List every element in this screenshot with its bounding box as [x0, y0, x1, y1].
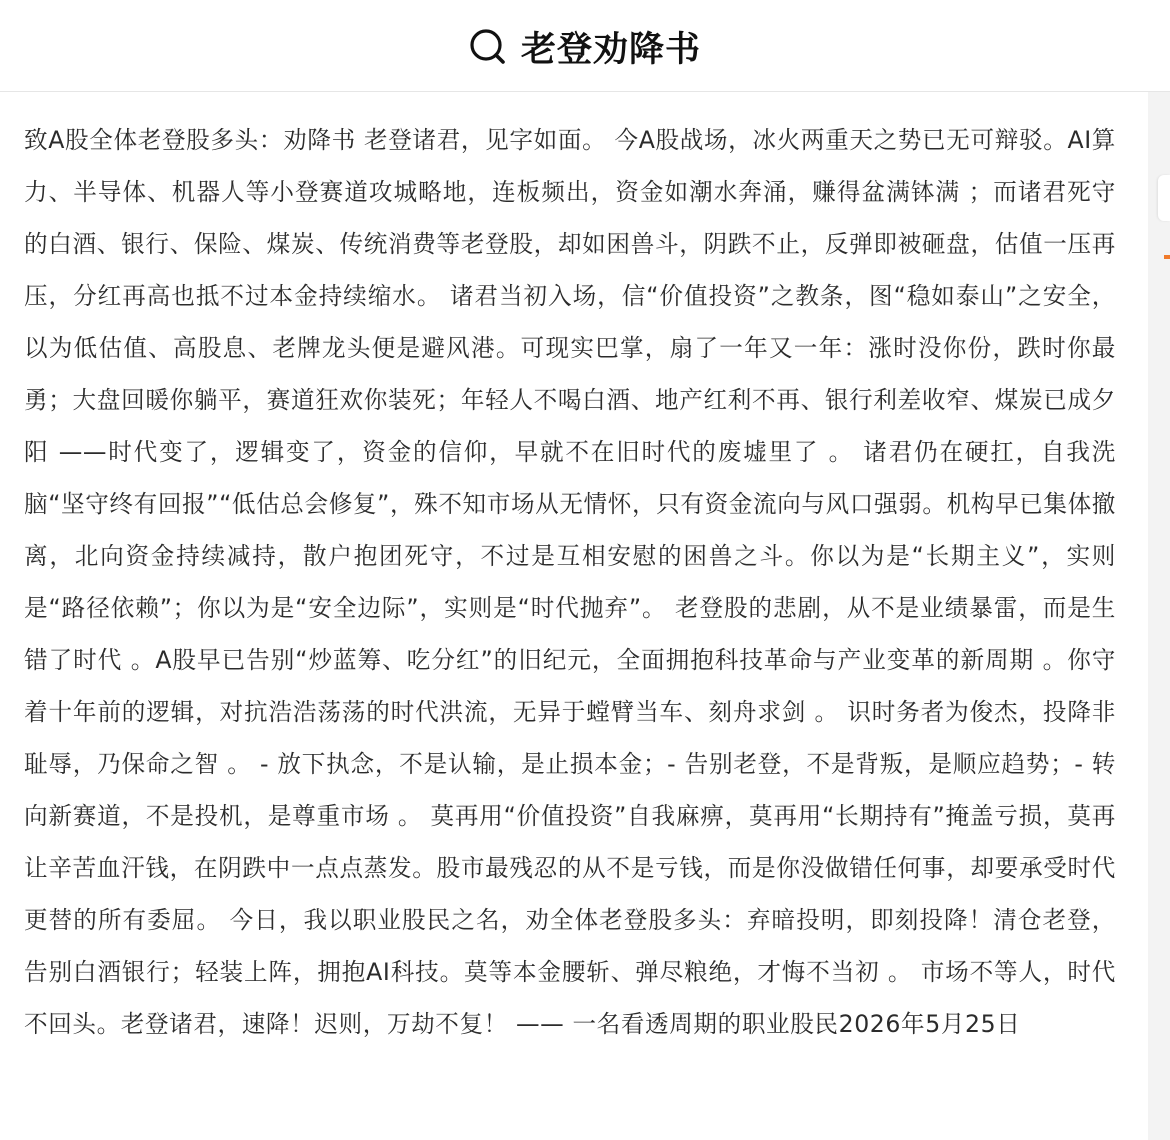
top-bar [0, 0, 1170, 92]
search-icon[interactable] [469, 28, 507, 66]
page-title: 老登劝降书 [520, 29, 701, 70]
title-search-area[interactable] [469, 22, 701, 72]
article-body: 致A股全体老登股多头：劝降书 老登诸君，见字如面。 今A股战场，冰火两重天之势已无可辩驳。AI算力、半导体、机器人等小登赛道攻城略地，连板频出，资金如潮水奔涌，赚得盆满钵满 ；而诸君死守的白酒、银行、保险、煤炭、传统消费等老登股，却如困兽斗，阴跌不止，反弹即被砸盘，估值一压再压，分红再高也抵不过本金持续缩水。 诸君当初入场，信“价值投资”之教条，图“稳如泰山”之安全，以为低估值、高股息、老牌龙头便是避风港。可现实巴掌，扇了一年又一年：涨时没你份，跌时你最勇；大盘回暖你躺平，赛道狂欢你装死；年轻人不喝白酒、地产红利不再、银行利差收窄、煤炭已成夕阳 ——时代变了，逻辑变了，资金的信仰，早就不在旧时代的废墟里了 。 诸君仍在硬扛，自我洗脑“坚守终有回报”“低估总会修复”，殊不知市场从无情怀，只有资金流向与风口强弱。机构早已集体撤离，北向资金持续减持，散户抱团死守，不过是互相安慰的困兽之斗。你以为是“长期主义”，实则是“路径依赖”；你以为是“安全边际”，实则是“时代抛弃”。 老登股的悲剧，从不是业绩暴雷，而是生错了时代 。A股早已告别“炒蓝筹、吃分红”的旧纪元，全面拥抱科技革命与产业变革的新周期 。你守着十年前的逻辑，对抗浩浩荡荡的时代洪流，无异于螳臂当车、刻舟求剑 。 识时务者为俊杰，投降非耻辱，乃保命之智 。 - 放下执念，不是认输，是止损本金；- 告别老登，不是背叛，是顺应趋势；- 转向新赛道，不是投机，是尊重市场 。 莫再用“价值投资”自我麻痹，莫再用“长期持有”掩盖亏损，莫再让辛苦血汗钱，在阴跌中一点点蒸发。股市最残忍的从不是亏钱，而是你没做错任何事，却要承受时代更替的所有委屈。 今日，我以职业股民之名，劝全体老登股多头：弃暗投明，即刻投降！清仓老登，告别白酒银行；轻装上阵，拥抱AI科技。莫等本金腰斩、弹尽粮绝，才悔不当初 。 市场不等人，时代不回头。老登诸君，速降！迟则，万劫不复！ —— 一名看透周期的职业股民2026年5月25日 [24, 126, 1116, 1038]
side-accent-marker [1164, 255, 1170, 259]
right-side-panel [1148, 92, 1170, 1140]
side-panel-tab[interactable] [1158, 175, 1170, 221]
